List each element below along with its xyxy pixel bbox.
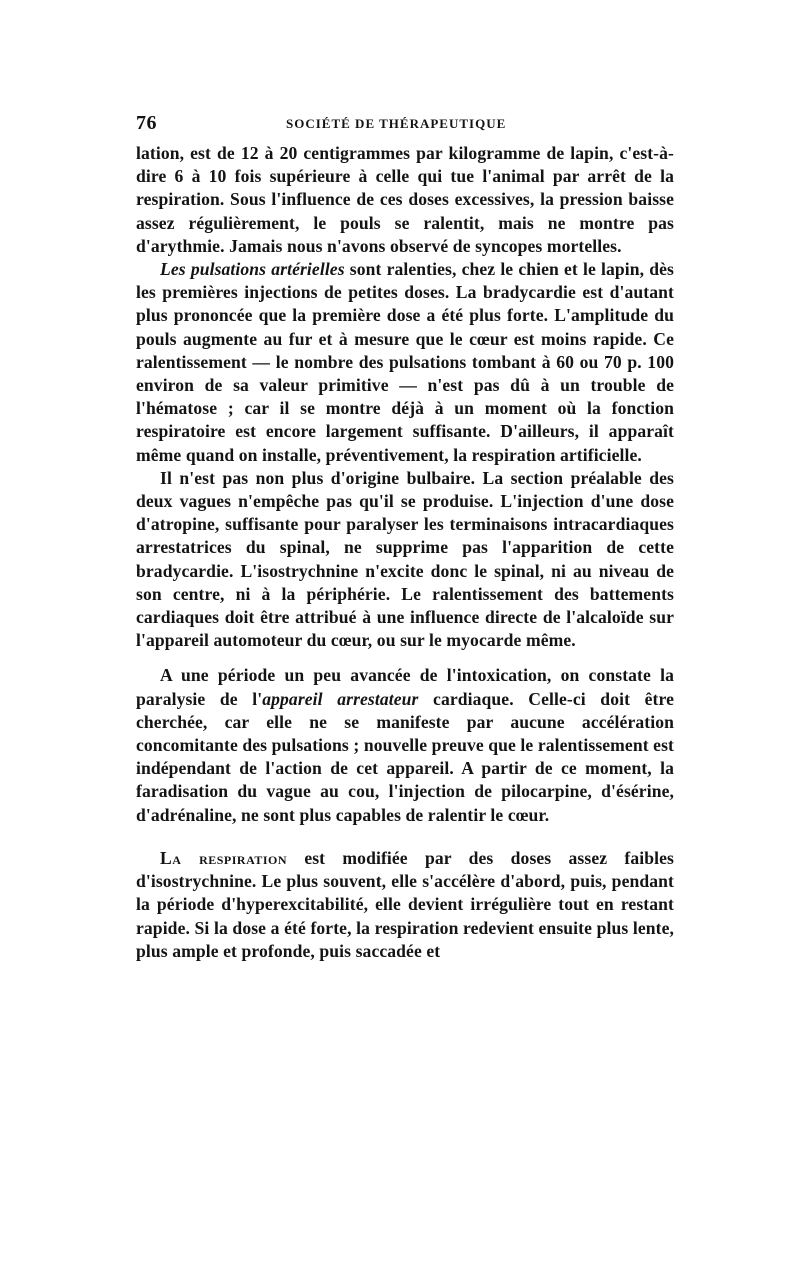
running-title: SOCIÉTÉ DE THÉRAPEUTIQUE — [286, 116, 507, 131]
paragraph-4 — [136, 664, 674, 826]
paragraph-2 — [136, 258, 674, 467]
paragraph-5-text: est modifiée par des doses assez faibles d'isostrychnine. Le plus souvent, elle s'accélère d'abord, puis, pendant la période d'hyperexcitabilité, elle devient irrégulière tout en restant rapide. Si la dose a été forte, la respiration redevient ensuite plus lente, plus ample et profonde, puis saccadée et — [136, 847, 674, 961]
paragraph-1 — [136, 142, 674, 258]
paragraph-3 — [136, 467, 674, 653]
paragraph-4-emphasis: appareil arrestateur — [262, 688, 419, 709]
paragraph-5 — [136, 847, 674, 963]
paragraph-1-text: lation, est de 12 à 20 centigrammes par kilogramme de lapin, c'est-à-dire 6 à 10 fois supérieure à celle qui tue l'animal par arrêt de la respiration. Sous l'influence de ces doses excessives, la pression baisse assez régulièrement, le pouls se ralentit, mais ne montre pas d'arythmie. Jamais nous n'avons observé de syncopes mortelles. — [136, 143, 674, 256]
paragraph-2-text: sont ralenties, chez le chien et le lapin, dès les premières injections de petites doses. La bradycardie est d'autant plus prononcée que la première dose a été plus forte. L'amplitude du pouls augmente au fur et à mesure que le cœur est moins rapide. Ce ralentissement — le nombre des pulsations tombant à 60 ou 70 p. 100 environ de sa valeur primitive — n'est pas dû à un trouble de l'hématose ; car il se montre déjà à un moment où la fonction respiratoire est encore largement suffisante. D'ailleurs, il apparaît même quand on installe, préventivement, la respiration artificielle. — [136, 259, 674, 465]
paragraph-5-small-caps: La respiration — [160, 847, 288, 868]
paragraph-3-text: Il n'est pas non plus d'origine bulbaire. La section préalable des deux vagues n'empêche pas qu'il se produise. L'injection d'une dose d'atropine, suffisante pour paralyser les terminaisons intracardiaques arrestatrices du spinal, ne supprime pas l'apparition de cette bradycardie. L'isostrychnine n'excite donc le spinal, ni au niveau de son centre, ni à la périphérie. Le ralentissement des battements cardiaques doit être attribué à une influence directe de l'alcaloïde sur l'appareil automoteur du cœur, ou sur le myocarde même. — [136, 467, 674, 651]
paragraph-4-text-b: cardiaque. Celle-ci doit être cherchée, car elle ne se manifeste par aucune accélération concomitante des pulsations ; nouvelle preuve que le ralentissement est indépendant de l'action de cet appareil. A partir de ce moment, la faradisation du vague au cou, l'injection de pilocarpine, d'ésérine, d'adrénaline, ne sont plus capables de ralentir le cœur. — [136, 688, 674, 825]
paragraph-2-emphasis: Les pulsations artérielles — [160, 259, 345, 280]
book-page — [136, 112, 674, 963]
paragraph-4-text-a: A une période un peu avancée de l'intoxication, on constate la paralysie de l' — [136, 665, 674, 709]
page-number: 76 — [136, 112, 157, 134]
body-text — [136, 142, 674, 963]
page-header — [136, 112, 674, 142]
